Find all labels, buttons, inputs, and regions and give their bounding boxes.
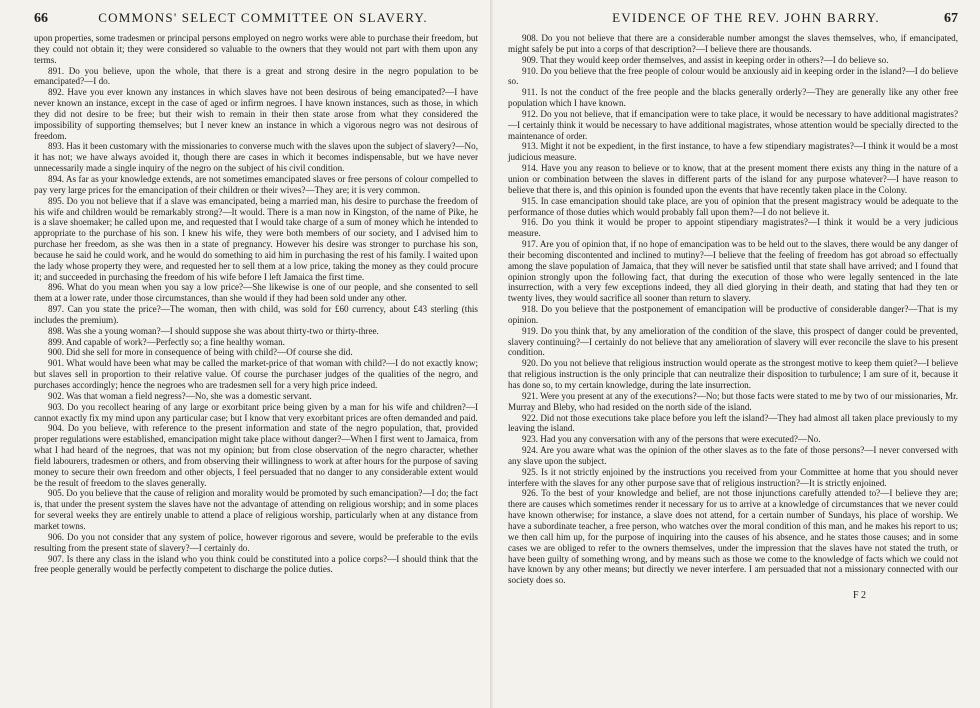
left-page-body <box>34 33 478 575</box>
testimony-paragraph: 903. Do you recollect hearing of any large or exorbitant price being given by a man for his wife and children?—I cannot exactly fix my mind upon any particular case; but I know that very exorbitant prices are often demanded and paid. <box>34 401 478 423</box>
right-page <box>494 0 980 708</box>
right-page-header <box>508 10 958 28</box>
left-page-header <box>34 10 478 28</box>
testimony-paragraph: 919. Do you think that, by any amelioration of the condition of the slave, this prospect of danger could be prevented, slavery continuing?—I certainly do not believe that any amelioration of slavery will ever reconcile the slave to his present condition. <box>508 325 958 358</box>
testimony-paragraph: 926. To the best of your knowledge and belief, are not those injunctions carefully attended to?—I believe they are; there are causes which sometimes render it necessary for us to arrive at a knowledge of circumstances that we never could have known otherwise; for instance, a slave does not attend, for a certain number of Sundays, his place of worship. We have a subordinate teacher, a free person, who watches over the moral condition of this man, and he makes his report to us; we then call him up, for the purpose of inquiring into the causes of his absence, and he states those causes; and in some cases we are obliged to refer to the owners themselves, under the impression that the slaves have not stated the truth, or have been guilty of something wrong, and by means such as those we come to the knowledge of facts which we could not have known by any other means; but directly we never interfere. I am persuaded that not a missionary connected with our society does so. <box>508 488 958 586</box>
testimony-paragraph: 906. Do you not consider that any system of police, however rigorous and severe, would be preferable to the evils resulting from the present state of slavery?—I certainly do. <box>34 531 478 553</box>
testimony-paragraph: 909. That they would keep order themselves, and assist in keeping order in others?—I do believe so. <box>522 54 889 65</box>
testimony-paragraph: 911. Is not the conduct of the free people and the blacks generally orderly?—They are generally like any other free population which I have known. <box>508 87 958 109</box>
right-running-head: EVIDENCE OF THE REV. JOHN BARRY. <box>612 10 880 25</box>
testimony-paragraph: 918. Do you believe that the postponement of emancipation will be productive of considerable danger?—That is my opinion. <box>508 304 958 325</box>
testimony-paragraph: 917. Are you of opinion that, if no hope of emancipation was to be held out to the slaves, there would be any danger of their becoming discontented and inclined to mutiny?—I believe that the feeling of freedom has got abroad so effectually among the slave population of Jamaica, that they will never be satisfied until that state shall have arrived; and I found that opinion strongly upon the following fact, that during the execution of those who were legally sentenced in the late insurrection, with a very few exceptions indeed, they all died glorying in their death, and stating that had they ten or twenty lives, they would sacrifice all sooner than return to slavery. <box>508 239 958 304</box>
testimony-paragraph: 898. Was she a young woman?—I should suppose she was about thirty-two or thirty-three. <box>48 325 379 336</box>
testimony-paragraph: 895. Do you not believe that if a slave was emancipated, being a married man, his desire to purchase the freedom of his wife and children would be remarkably strong?—It would. There is a man now in Kingston, of the name of Pike, he is a slave shoemaker; he called upon me, and requested that I would take charge of a sum of money which he intended to appropriate to the purchase of his son. I knew his wife, they were both members of our society, and I advised him to purchase her freedom, as she was then in a state of pregnancy. However his desire was stronger to purchase his son, because he said he could work, and he would do something to aid him in purchasing the rest of his family. I waited upon the lady whose property they were, and requested her to sell them at a low price, taking the money as they could procure it; and succeeded in purchasing the freedom of his wife before I left Jamaica the first time. <box>34 195 478 282</box>
testimony-paragraph: 914. Have you any reason to believe or to know, that at the present moment there exists any thing in the nature of a union or combination between the slaves in different parts of the island for any purpose whatever?—I have reason to believe that there is, and this opinion is founded upon the events that have recently taken place in the Colony. <box>508 163 958 195</box>
signature-mark: F 2 <box>852 590 866 602</box>
testimony-paragraph: 910. Do you believe that the free people of colour would be anxiously aid in keeping order in the island?—I do believe so. <box>508 65 958 87</box>
testimony-paragraph: 907. Is there any class in the island who you think could be constituted into a police corps?—I should think that the free people generally would be perfectly competent to discharge the police duties. <box>34 553 478 575</box>
testimony-paragraph: 925. Is it not strictly enjoined by the instructions you received from your Committee at home that you should never interfere with the slaves for any other purpose save that of religious instruction?—It is strictly enjoined. <box>508 466 958 488</box>
testimony-paragraph: 893. Has it been customary with the missionaries to converse much with the slaves upon the subject of slavery?—No, it has not; we have always avoided it, though there are cases in which it becomes indispensable, but we have never unnecessarily made a single inquiry of the negro on the subject of his civil condition. <box>34 141 478 174</box>
testimony-paragraph: 900. Did she sell for more in consequence of being with child?—Of course she did. <box>48 347 353 358</box>
right-page-number: 67 <box>944 11 958 26</box>
testimony-paragraph: 915. In case emancipation should take place, are you of opinion that the present magistracy would be adequate to the performance of those duties which would probably fall upon them?—I do not believe it. <box>508 195 958 217</box>
testimony-paragraph: 921. Were you present at any of the executions?—No; but those facts were stated to me by two of our missionaries, Mr. Murray and Bleby, who had resided on the north side of the island. <box>508 390 958 412</box>
right-page-body <box>508 33 958 586</box>
testimony-paragraph: 891. Do you believe, upon the whole, that there is a great and strong desire in the negro population to be emancipated?—I do. <box>34 65 478 87</box>
testimony-paragraph: 912. Do you not believe, that if emancipation were to take place, it would be necessary to have additional magistrates?—I certainly think it would be necessary to have additional magistrates, whose attention would be specially directed to the maintenance of order. <box>508 108 958 141</box>
left-page-number: 66 <box>34 11 48 26</box>
testimony-paragraph: 902. Was that woman a field negress?—No, she was a domestic servant. <box>48 390 312 401</box>
testimony-paragraph: 924. Are you aware what was the opinion of the other slaves as to the fate of those persons?—I never conversed with any slave upon the subject. <box>508 445 958 466</box>
testimony-paragraph: 923. Had you any conversation with any of the persons that were executed?—No. <box>522 434 821 445</box>
testimony-paragraph: 897. Can you state the price?—The woman, then with child, was sold for £60 currency, about £43 sterling (this includes the premium). <box>34 304 478 325</box>
testimony-paragraph: 922. Did not those executions take place before you left the island?—They had almost all taken place previously to my leaving the island. <box>508 412 958 434</box>
testimony-paragraph: 901. What would have been what may be called the market-price of that woman with child?—I do not exactly know; but slaves sell in proportion to their relative value. Of course the purchaser judges of the qualities of the negro, and purchases accordingly; hence the negroes who are tradesmen sell for a very high price indeed. <box>34 358 478 390</box>
testimony-paragraph: 892. Have you ever known any instances in which slaves have not been desirous of being emancipated?—I have never known an instance, except in the case of aged or infirm negroes. I have known instances, such as those, in which they did not desire to be free; but their wish to remain in their then state arose from what they considered the impossibility of supporting themselves; but I never knew an instance in which a vigorous negro was not desirous of freedom. <box>34 87 478 141</box>
testimony-paragraph: 904. Do you believe, with reference to the present information and state of the negro population, that, provided proper regulations were established, emancipation might take place without danger?—When I first went to Jamaica, from what I had heard of the negroes, that was not my opinion; but from close observation of the negro character, whether field labourers, tradesmen or others, and from observing their willingness to work at after hours for the purpose of saving money to secure their own freedom and other objects, I feel persuaded that no danger to any considerable extent would be the result of freedom to the slaves generally. <box>34 423 478 488</box>
testimony-paragraph: 899. And capable of work?—Perfectly so; a fine healthy woman. <box>48 336 285 347</box>
testimony-paragraph: 920. Do you not believe that religious instruction would operate as the strongest motive to keep them quiet?—I believe that religious instruction is the only principle that can neutralize their disposition to turbulence; I am sure of it, because it has done so, to my certain knowledge, during the late insurrection. <box>508 358 958 390</box>
testimony-paragraph: 905. Do you believe that the cause of religion and morality would be promoted by such emancipation?—I do; the fact is, that under the present system the slaves have not the advantage of attending on religious worship; and in some places for several weeks they are entirely unable to attend a place of religious worship, particularly when at any distance from market towns. <box>34 488 478 531</box>
testimony-paragraph: 908. Do you not believe that there are a considerable number amongst the slaves themselves, who, if emancipated, might safely be put into a corps of that description?—I believe there are thousands. <box>508 33 958 54</box>
left-running-head: COMMONS' SELECT COMMITTEE ON SLAVERY. <box>98 10 428 25</box>
testimony-paragraph: 913. Might it not be expedient, in the first instance, to have a few stipendiary magistrates?—I think it would be a most judicious measure. <box>508 141 958 163</box>
testimony-paragraph: 896. What do you mean when you say a low price?—She likewise is one of our people, and she consented to sell them at a lower rate, under those circumstances, than she would if they had been sold under any other. <box>34 282 478 304</box>
testimony-paragraph: 894. As far as your knowledge extends, are not sometimes emancipated slaves or free persons of colour compelled to pay very large prices for the emancipation of their children or their wives?—They are; it is very common. <box>34 173 478 195</box>
testimony-paragraph: upon properties, some tradesmen or principal persons employed on negro works were able to purchase their freedom, but they could not obtain it; they were considered so valuable to the owners that they would not part with them upon any terms. <box>34 33 478 65</box>
testimony-paragraph: 916. Do you think it would be proper to appoint stipendiary magistrates?—I think it would be a very judicious measure. <box>508 217 958 239</box>
